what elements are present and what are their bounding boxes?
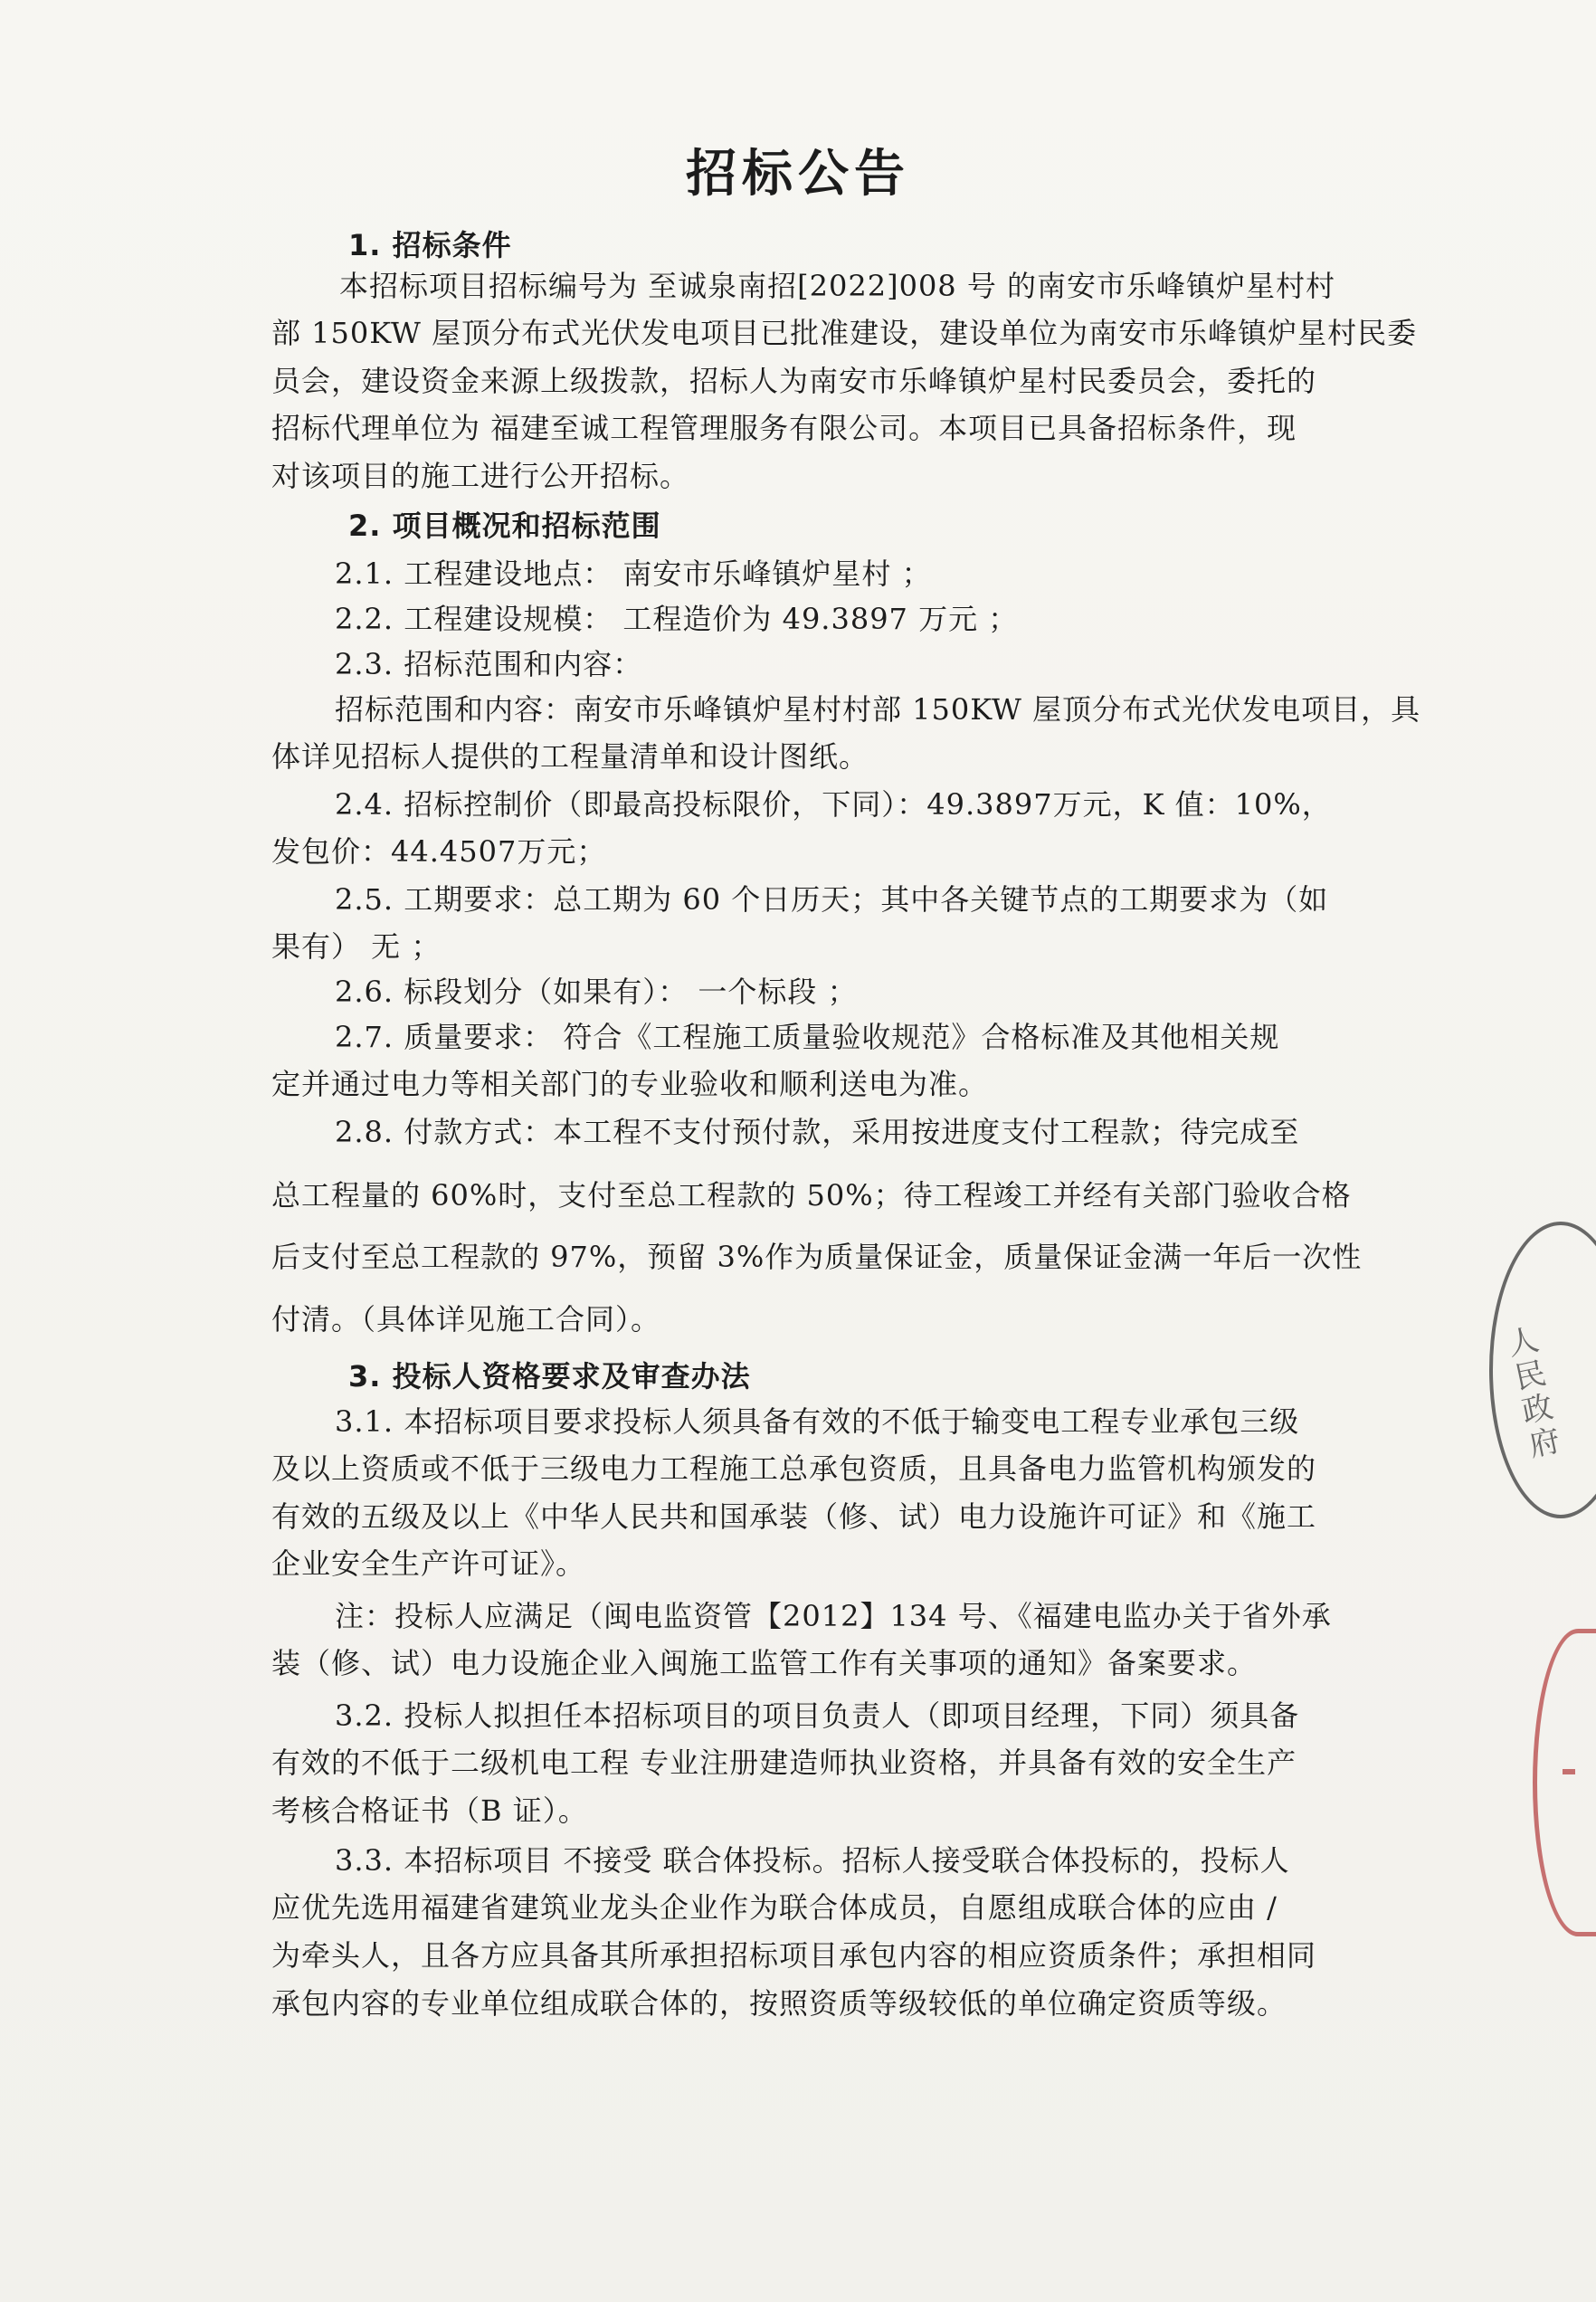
text-line: 3.2. 投标人拟担任本招标项目的项目负责人（即项目经理，下同）须具备 xyxy=(335,1698,1300,1733)
text-line: 付清。（具体详见施工合同）。 xyxy=(271,1302,661,1336)
text-line: 2.8. 付款方式：本工程不支付预付款，采用按进度支付工程款；待完成至 xyxy=(335,1115,1300,1149)
text-line: 定并通过电力等相关部门的专业验收和顺利送电为准。 xyxy=(271,1067,989,1101)
text-line: 本招标项目招标编号为 至诚泉南招[2022]008 号 的南安市乐峰镇炉星村村 xyxy=(339,269,1336,303)
official-seal xyxy=(1489,1222,1596,1518)
text-line: 2.2. 工程建设规模： 工程造价为 49.3897 万元 ； xyxy=(335,602,1019,636)
text-line: 后支付至总工程款的 97%，预留 3%作为质量保证金，质量保证金满一年后一次性 xyxy=(271,1240,1363,1274)
section-heading: 3. 投标人资格要求及审查办法 xyxy=(348,1359,751,1394)
text-line: 3.3. 本招标项目 不接受 联合体投标。招标人接受联合体投标的，投标人 xyxy=(335,1843,1290,1878)
text-line: 发包价：44.4507万元； xyxy=(271,834,607,869)
text-line: 为牵头人，且各方应具备其所承担招标项目承包内容的相应资质条件；承担相同 xyxy=(271,1938,1317,1973)
text-line: 果有） 无 ； xyxy=(271,929,442,964)
text-line: 员会，建设资金来源上级拨款，招标人为南安市乐峰镇炉星村民委员会，委托的 xyxy=(271,364,1317,398)
text-line: 3.1. 本招标项目要求投标人须具备有效的不低于输变电工程专业承包三级 xyxy=(335,1404,1300,1439)
text-line: 注：投标人应满足（闽电监资管【2012】134 号、《福建电监办关于省外承 xyxy=(335,1599,1332,1633)
text-line: 考核合格证书（B 证）。 xyxy=(271,1793,588,1828)
text-line: 2.4. 招标控制价（即最高投标限价，下同）：49.3897万元，K 值：10%， xyxy=(335,787,1332,822)
text-line: 及以上资质或不低于三级电力工程施工总承包资质，且具备电力监管机构颁发的 xyxy=(271,1451,1317,1486)
section-heading: 1. 招标条件 xyxy=(348,228,512,262)
text-line: 2.5. 工期要求：总工期为 60 个日历天；其中各关键节点的工期要求为（如 xyxy=(335,882,1329,917)
text-line: 招标范围和内容：南安市乐峰镇炉星村村部 150KW 屋顶分布式光伏发电项目，具 xyxy=(335,692,1421,727)
text-line: 对该项目的施工进行公开招标。 xyxy=(271,459,690,493)
text-line: 体详见招标人提供的工程量清单和设计图纸。 xyxy=(271,739,869,774)
text-line: 承包内容的专业单位组成联合体的，按照资质等级较低的单位确定资质等级。 xyxy=(271,1986,1287,2021)
text-line: 企业安全生产许可证》。 xyxy=(271,1546,586,1581)
text-line: 应优先选用福建省建筑业龙头企业作为联合体成员，自愿组成联合体的应由 / xyxy=(271,1890,1278,1925)
text-line: 2.7. 质量要求： 符合《工程施工质量验收规范》合格标准及其他相关规 xyxy=(335,1020,1280,1054)
text-line: 部 150KW 屋顶分布式光伏发电项目已批准建设，建设单位为南安市乐峰镇炉星村民委 xyxy=(271,316,1418,350)
text-line: 招标代理单位为 福建至诚工程管理服务有限公司。本项目已具备招标条件，现 xyxy=(271,411,1297,445)
section-heading: 2. 项目概况和招标范围 xyxy=(348,509,661,543)
text-line: 有效的五级及以上《中华人民共和国承装（修、试）电力设施许可证》和《施工 xyxy=(271,1499,1317,1534)
text-line: 2.1. 工程建设地点： 南安市乐峰镇炉星村 ； xyxy=(335,556,932,591)
seal-text: 人民政府 xyxy=(1498,1322,1563,1465)
red-seal xyxy=(1533,1629,1596,1936)
page-title: 招标公告 xyxy=(686,145,910,204)
text-line: 2.6. 标段划分（如果有）： 一个标段 ； xyxy=(335,975,858,1009)
text-line: 总工程量的 60%时，支付至总工程款的 50%；待工程竣工并经有关部门验收合格 xyxy=(271,1178,1352,1213)
text-line: 有效的不低于二级机电工程 专业注册建造师执业资格，并具备有效的安全生产 xyxy=(271,1746,1297,1780)
text-line: 2.3. 招标范围和内容： xyxy=(335,647,643,681)
text-line: 装（修、试）电力设施企业入闽施工监管工作有关事项的通知》备案要求。 xyxy=(271,1646,1258,1680)
